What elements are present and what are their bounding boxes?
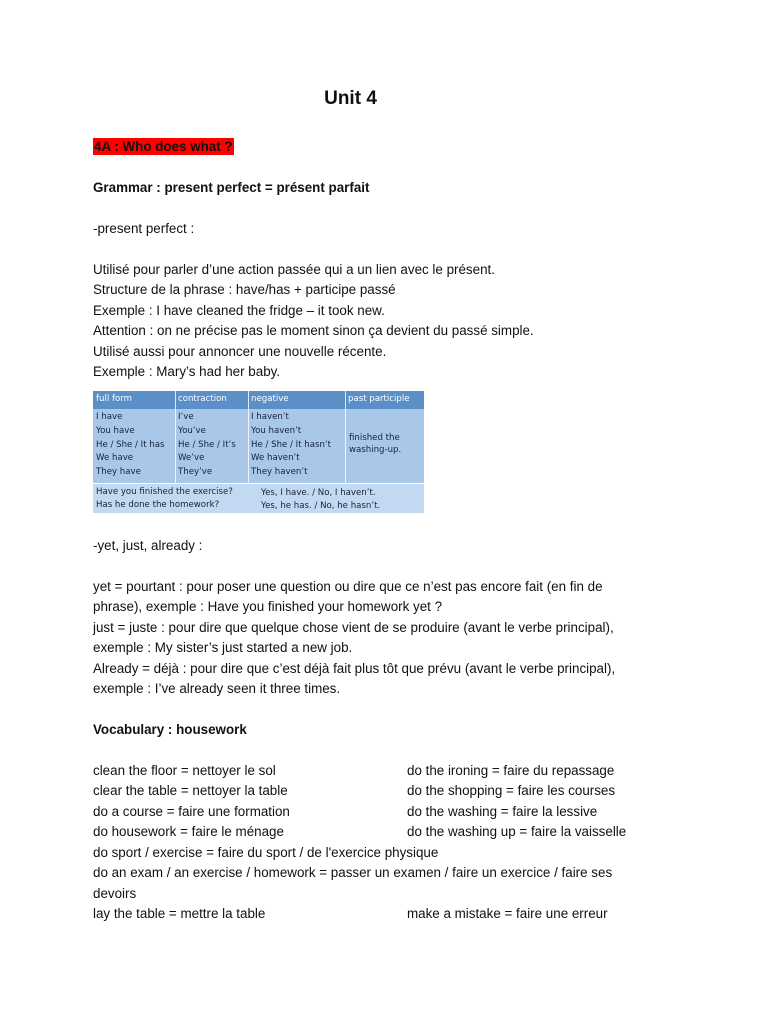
- page-title: Unit 4: [324, 88, 377, 109]
- table-cell: We haven’t: [251, 453, 300, 464]
- vocab-item: do the washing up = faire la vaisselle: [407, 824, 627, 839]
- table-cell: You’ve: [178, 425, 206, 436]
- question-column: [96, 486, 233, 512]
- yet-line-6: exemple : I’ve already seen it three times.: [93, 681, 341, 696]
- yet-line-2: phrase), exemple : Have you finished your homework yet ?: [93, 599, 443, 614]
- table-cell: I have: [96, 412, 123, 422]
- pp-line-6: Exemple : Mary’s had her baby.: [93, 364, 281, 379]
- table-cell: He / She / It hasn’t: [251, 439, 332, 450]
- table-cell: Has he done the homework?: [96, 500, 220, 510]
- table-body: [93, 409, 424, 483]
- yet-just-already-label: -yet, just, already :: [93, 538, 203, 553]
- table-header-past-participle: past participle: [348, 394, 410, 404]
- pp-line-2: Structure de la phrase : have/has + participe passé: [93, 282, 396, 297]
- vocab-item: clear the table = nettoyer la table: [93, 783, 288, 798]
- vocab-row: [93, 822, 627, 843]
- table-cell: We’ve: [178, 453, 205, 464]
- pp-line-3: Exemple : I have cleaned the fridge – it took new.: [93, 303, 385, 318]
- vocab-row: [93, 781, 616, 802]
- yet-line-5: Already = déjà : pour dire que c’est déjà fait plus tôt que prévu (avant le verbe principal),: [93, 661, 616, 676]
- table-cell: You have: [96, 425, 135, 436]
- vocab-item: clean the floor = nettoyer le sol: [93, 763, 276, 778]
- table-cell: We have: [96, 453, 134, 464]
- table-cell: He / She / It has: [96, 439, 165, 450]
- vocab-item: do the shopping = faire les courses: [407, 783, 616, 798]
- grammar-table-image: [93, 391, 424, 512]
- vocab-item: lay the table = mettre la table: [93, 906, 266, 921]
- table-cell: They haven’t: [251, 467, 308, 478]
- table-cell: I haven’t: [251, 412, 289, 422]
- table-header-negative: negative: [251, 394, 289, 404]
- vocab-item: do the washing = faire la lessive: [407, 804, 598, 819]
- past-participle-column: [349, 432, 401, 456]
- table-header-full-form: full form: [96, 394, 133, 404]
- grammar-heading: Grammar : present perfect = présent parfait: [93, 180, 370, 195]
- column-divider: [248, 391, 249, 483]
- answer-column: [261, 487, 380, 513]
- yet-line-4: exemple : My sister’s just started a new job.: [93, 640, 353, 655]
- table-header-contraction: contraction: [178, 394, 227, 404]
- yet-line-1: yet = pourtant : pour poser une question ou dire que ce n’est pas encore fait (en fin de: [93, 579, 603, 594]
- pp-line-5: Utilisé aussi pour annoncer une nouvelle récente.: [93, 344, 387, 359]
- table-cell: washing-up.: [349, 445, 402, 455]
- vocab-row: [93, 761, 615, 782]
- table-cell: You haven’t: [251, 425, 302, 436]
- vocab-row: do sport / exercise = faire du sport / de l'exercice physique: [93, 845, 439, 860]
- vocabulary-heading: Vocabulary : housework: [93, 722, 247, 737]
- contraction-column: [178, 411, 236, 480]
- present-perfect-label: -present perfect :: [93, 221, 195, 236]
- column-divider: [175, 391, 176, 483]
- table-cell: Yes, I have. / No, I haven’t.: [261, 488, 376, 498]
- table-cell: Yes, he has. / No, he hasn’t.: [261, 501, 381, 511]
- table-cell: I’ve: [178, 412, 194, 422]
- full-form-column: [96, 411, 164, 480]
- pp-line-4: Attention : on ne précise pas le moment sinon ça devient du passé simple.: [93, 323, 534, 338]
- vocab-row: devoirs: [93, 886, 137, 901]
- table-cell: finished the: [349, 433, 400, 443]
- vocab-row: [93, 802, 598, 823]
- table-cell: He / She / It’s: [178, 439, 236, 450]
- vocab-row: [93, 904, 608, 925]
- table-cell: Have you finished the exercise?: [96, 487, 233, 497]
- table-cell: They have: [96, 467, 141, 478]
- section-heading: 4A : Who does what ?: [94, 139, 233, 154]
- column-divider: [345, 391, 346, 483]
- vocab-item: do a course = faire une formation: [93, 804, 290, 819]
- vocab-item: do the ironing = faire du repassage: [407, 763, 615, 778]
- vocab-row: do an exam / an exercise / homework = passer un examen / faire un exercice / faire ses: [93, 865, 613, 880]
- negative-column: [251, 411, 331, 480]
- vocab-item: do housework = faire le ménage: [93, 824, 284, 839]
- table-questions-row: [93, 483, 424, 513]
- vocab-item: make a mistake = faire une erreur: [407, 906, 608, 921]
- table-cell: They’ve: [178, 467, 213, 478]
- pp-line-1: Utilisé pour parler d’une action passée qui a un lien avec le présent.: [93, 262, 495, 277]
- yet-line-3: just = juste : pour dire que quelque chose vient de se produire (avant le verbe principal),: [93, 620, 614, 635]
